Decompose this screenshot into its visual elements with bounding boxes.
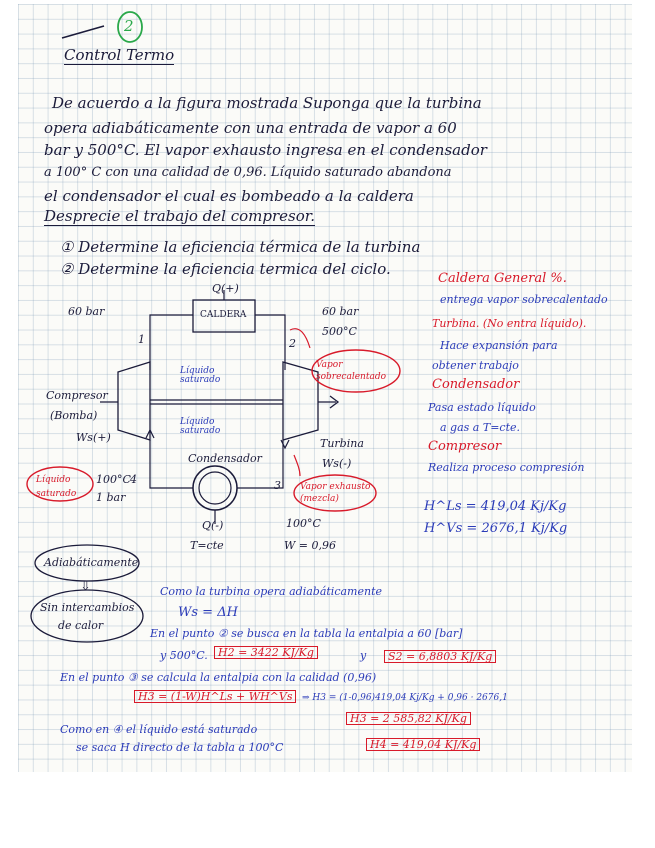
solution-line-4b: y xyxy=(360,649,367,662)
vapor-exhausto-label: Vapor exhausto (mezcla) xyxy=(300,482,371,504)
problem-line-3: bar y 500°C. El vapor exhausto ingresa en el condensador xyxy=(44,141,487,159)
condenser-inner xyxy=(199,472,231,504)
note-turbina xyxy=(432,318,586,329)
solution-line-4a: y 500°C. xyxy=(160,649,208,662)
solution-line-5: En el punto ③ se calcula la entalpia con la calidad (0,96) xyxy=(60,671,377,684)
turbine-work-label: Ws(-) xyxy=(322,457,352,470)
point-3-marker: 3 xyxy=(274,479,281,492)
qin-label: Q(+) xyxy=(212,282,239,295)
solution-line-3: En el punto ② se busca en la tabla la entalpia a 60 [bar] xyxy=(150,627,463,640)
solution-line-1: Como la turbina opera adiabáticamente xyxy=(160,585,382,598)
pipe-pump-condenser xyxy=(150,440,193,488)
problem-line-2: opera adiabáticamente con una entrada de vapor a 60 xyxy=(44,119,457,137)
solution-line-2: Ws = ΔH xyxy=(178,605,238,620)
condenser-label: Condensador xyxy=(188,452,262,465)
boiler-label: CALDERA xyxy=(200,310,247,320)
turbine-label: Turbina xyxy=(320,437,364,450)
page-title: Control Termo xyxy=(64,46,175,64)
no-heat-bubble xyxy=(31,590,143,642)
note-condensador-desc-2: a gas a T=cte. xyxy=(440,421,520,434)
tcte-label: T=cte xyxy=(190,539,224,552)
problem-line-5: el condensador el cual es bombeado a la caldera xyxy=(44,187,414,205)
point-4-marker: 4 xyxy=(130,473,137,486)
enthalpy-liquid: H^Ls = 419,04 Kj/Kg xyxy=(424,499,567,514)
point-1-marker: 1 xyxy=(138,333,145,346)
h4-box: H4 = 419,04 KJ/Kg xyxy=(366,738,480,751)
pressure-right: 60 bar xyxy=(322,305,359,318)
pipe-boiler-turbine xyxy=(255,315,285,370)
compressor-label: Compresor xyxy=(46,389,108,402)
note-compresor: Compresor xyxy=(428,439,502,454)
temp-right: 500°C xyxy=(322,325,357,338)
pump-pressure: 1 bar xyxy=(96,491,126,504)
note-compresor-desc: Realiza proceso compresión xyxy=(428,461,585,474)
note-condensador: Condensador xyxy=(432,377,520,392)
work-out-arrow xyxy=(318,396,338,408)
question-2: ② Determine la eficiencia termica del ciclo. xyxy=(60,260,391,278)
note-caldera-desc: entrega vapor sobrecalentado xyxy=(440,293,608,306)
enthalpy-vapor: H^Vs = 2676,1 Kj/Kg xyxy=(424,521,568,536)
problem-line-6: Desprecie el trabajo del compresor. xyxy=(44,207,316,225)
qout-label: Q(-) xyxy=(202,519,224,532)
adiabatic-label: Adiabáticamente xyxy=(44,556,139,569)
h3-box: H3 = 2 585,82 KJ/Kg xyxy=(346,712,471,725)
question-1: ① Determine la eficiencia térmica de la turbina xyxy=(60,238,421,256)
point-2-marker: 2 xyxy=(289,337,296,350)
note-turbina-desc-2: obtener trabajo xyxy=(432,359,519,372)
solution-line-7: Como en ④ el líquido está saturado xyxy=(60,723,258,736)
pipe-boiler-pump xyxy=(150,315,193,370)
condenser-circle xyxy=(193,466,237,510)
page-number: 2 xyxy=(124,17,134,35)
adiabatic-arrow: ⇩ xyxy=(80,579,91,594)
note-condensador-desc-1: Pasa estado líquido xyxy=(428,401,536,414)
pump-temp: 100°C xyxy=(96,473,131,486)
pressure-left: 60 bar xyxy=(68,305,105,318)
liquido-saturado-inner-2: Líquido saturado xyxy=(180,417,221,436)
note-turbina-desc-1: Hace expansión para xyxy=(440,339,558,352)
flow-arrow-down xyxy=(281,440,289,448)
pump-shape xyxy=(118,362,150,440)
pump-work-label: Ws(+) xyxy=(76,431,111,444)
h3-equation-box: H3 = (1-W)H^Ls + WH^Vs xyxy=(134,690,296,703)
note-turbina-text: Turbina. (No entra líquido). xyxy=(432,317,587,330)
vapor-sobrecalentado-label: Vapor sobrecalentado xyxy=(316,360,386,382)
red-arrow-2 xyxy=(294,455,300,476)
h2-box: H2 = 3422 KJ/Kg xyxy=(214,646,318,659)
header-stroke xyxy=(62,26,104,38)
problem-line-4: a 100° C con una calidad de 0,96. Líquido saturado abandona xyxy=(44,165,452,180)
liquido-saturado-label: Líquido saturado xyxy=(36,475,77,499)
liquido-saturado-inner-1: Líquido saturado xyxy=(180,366,221,385)
problem-line-1: De acuerdo a la figura mostrada Suponga que la turbina xyxy=(52,94,482,112)
solution-line-6: ⇒ H3 = (1-0,96)419,04 Kj/Kg + 0,96 · 2676,1 xyxy=(302,693,508,703)
condenser-temp: 100°C xyxy=(286,517,321,530)
quality-label: W = 0,96 xyxy=(284,539,337,552)
solution-line-8: se saca H directo de la tabla a 100°C xyxy=(76,741,284,754)
s2-box: S2 = 6,8803 KJ/Kg xyxy=(384,650,496,663)
pump-label: (Bomba) xyxy=(50,409,98,422)
no-heat-label-1: Sin intercambios xyxy=(40,601,135,614)
note-caldera: Caldera General %. xyxy=(438,271,567,286)
no-heat-label-2: de calor xyxy=(58,619,104,632)
